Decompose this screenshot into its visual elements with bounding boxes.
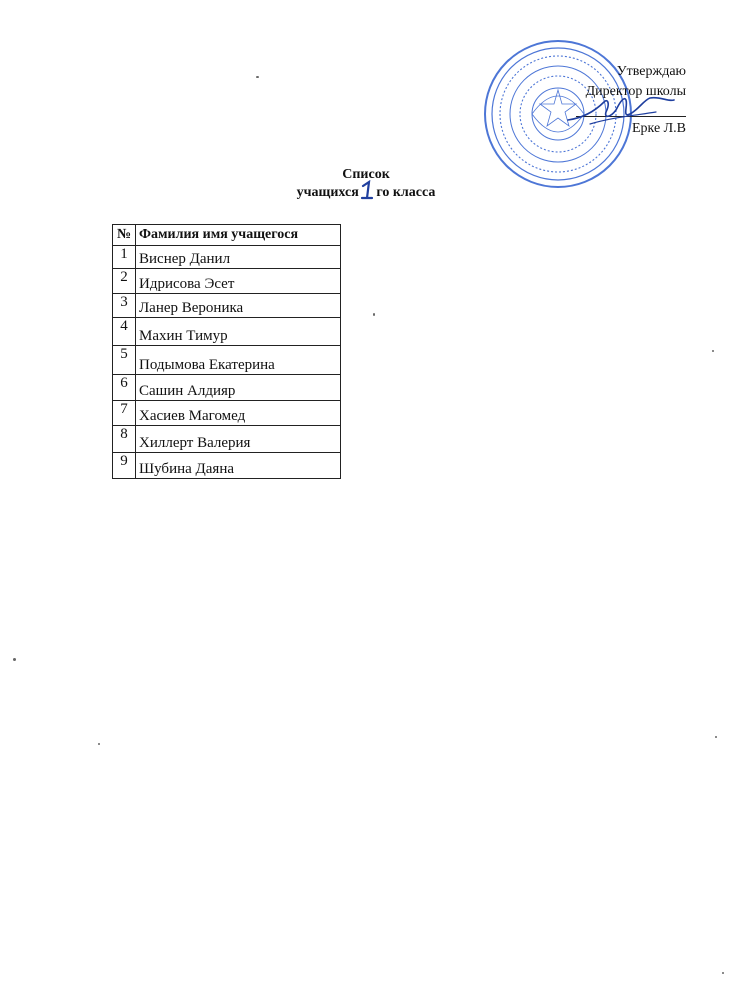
- student-name: Виснер Данил: [136, 246, 341, 269]
- subtitle-suffix: го класса: [376, 185, 436, 200]
- handwritten-signature: [560, 88, 680, 128]
- director-position: Директор школы: [585, 84, 686, 99]
- row-number: 6: [113, 375, 136, 401]
- student-name: Махин Тимур: [136, 318, 341, 346]
- student-name: Сашин Алдияр: [136, 375, 341, 401]
- table-row: [113, 269, 341, 294]
- scan-speck: [98, 743, 100, 745]
- row-number: 8: [113, 426, 136, 453]
- scan-speck: [715, 736, 717, 738]
- table-row: [113, 375, 341, 401]
- student-name: Шубина Даяна: [136, 453, 341, 479]
- table-row: [113, 346, 341, 375]
- table-row: [113, 426, 341, 453]
- row-number: 2: [113, 269, 136, 294]
- subtitle-prefix: учащихся: [296, 185, 363, 200]
- scan-speck: [256, 76, 259, 78]
- document-title: Список: [342, 167, 390, 182]
- table-row: [113, 246, 341, 269]
- student-name: Хиллерт Валерия: [136, 426, 341, 453]
- student-name: Идрисова Эсет: [136, 269, 341, 294]
- student-name: Ланер Вероника: [136, 294, 341, 318]
- table-row: [113, 294, 341, 318]
- row-number: 7: [113, 401, 136, 426]
- director-name: Ерке Л.В: [631, 121, 686, 136]
- table-header-row: [113, 225, 341, 246]
- row-number: 4: [113, 318, 136, 346]
- scan-speck: [13, 658, 16, 661]
- scan-speck: [373, 313, 375, 316]
- table-row: [113, 453, 341, 479]
- row-number: 1: [113, 246, 136, 269]
- number-column-header: №: [113, 225, 136, 246]
- approve-label: Утверждаю: [616, 64, 686, 79]
- scan-speck: [712, 350, 714, 352]
- row-number: 5: [113, 346, 136, 375]
- table-row: [113, 318, 341, 346]
- students-table: [112, 224, 341, 479]
- row-number: 9: [113, 453, 136, 479]
- class-number: [362, 184, 376, 202]
- name-column-header: Фамилия имя учащегося: [136, 225, 341, 246]
- document-subtitle: [0, 184, 732, 202]
- student-name: Подымова Екатерина: [136, 346, 341, 375]
- row-number: 3: [113, 294, 136, 318]
- student-name: Хасиев Магомед: [136, 401, 341, 426]
- scan-speck: [722, 972, 724, 974]
- table-row: [113, 401, 341, 426]
